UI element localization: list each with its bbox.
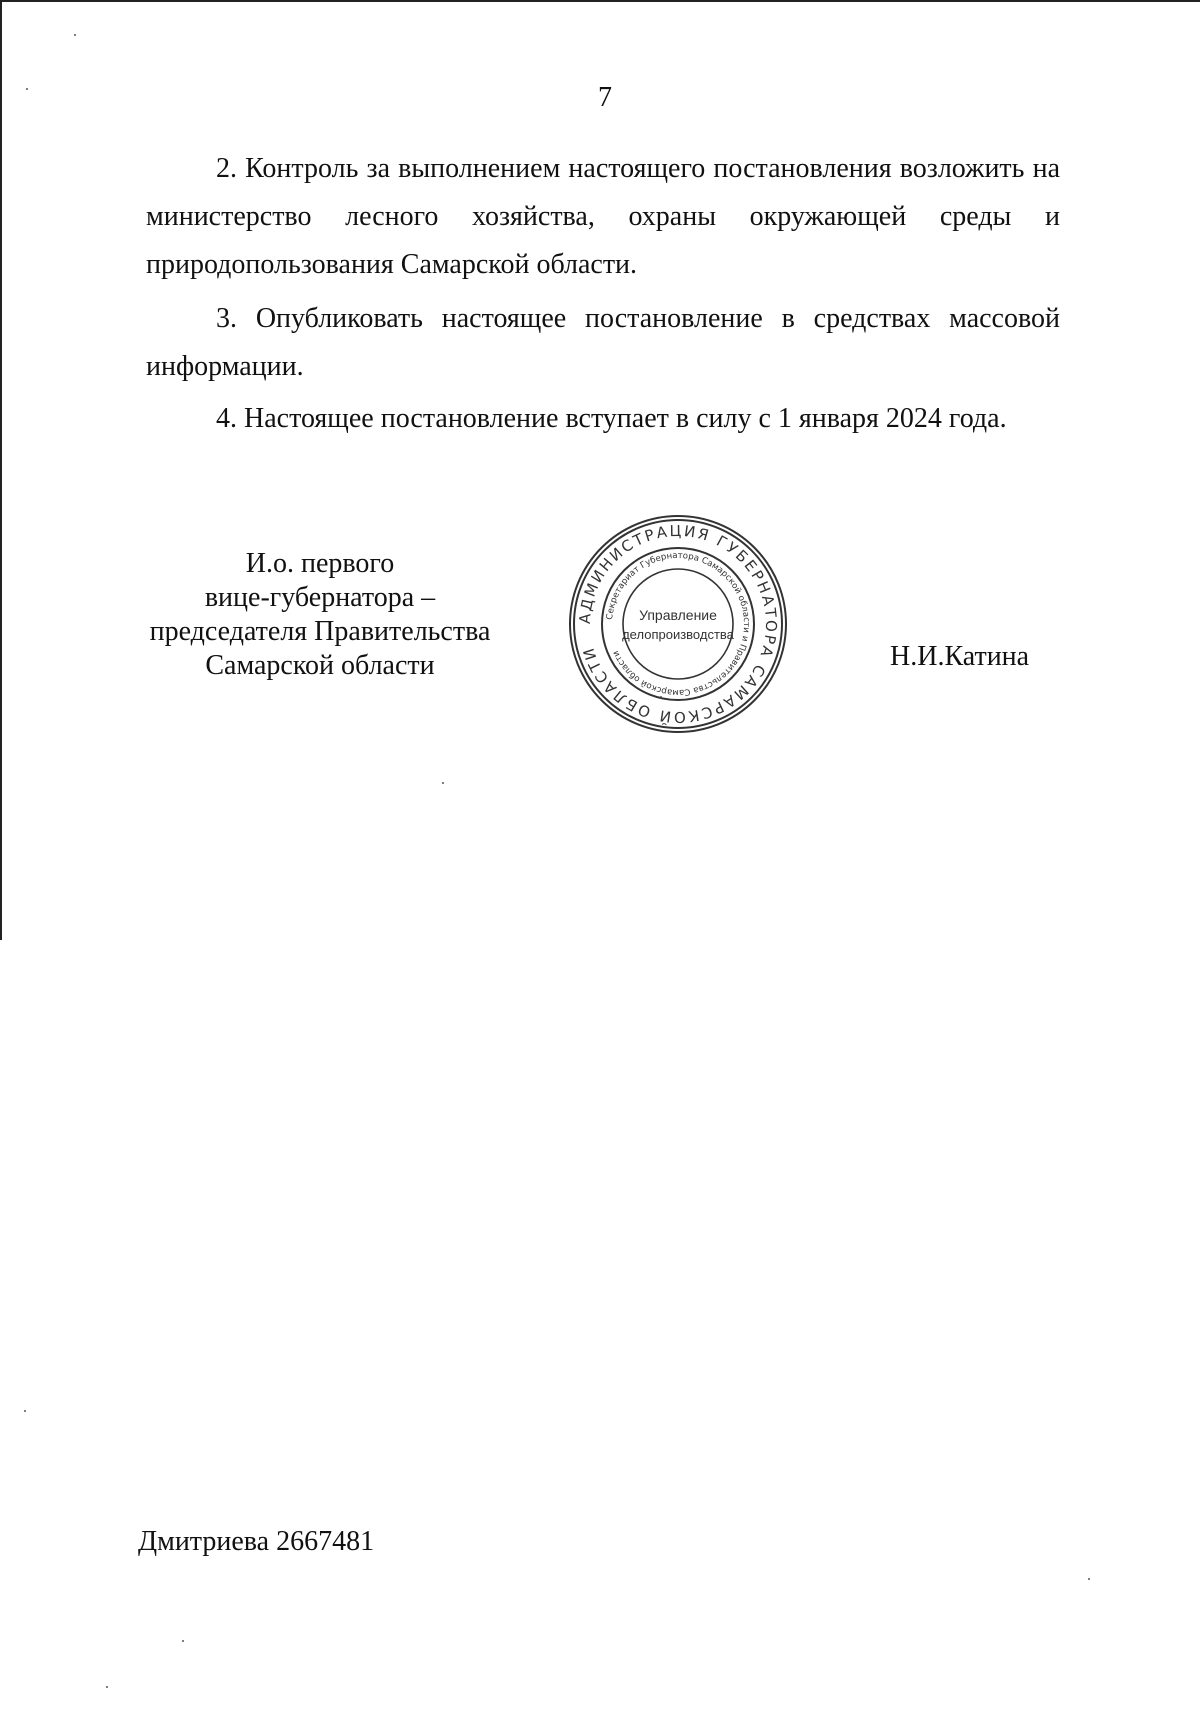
executor-contact: Дмитриева 2667481 <box>138 1526 375 1557</box>
scan-speck <box>442 782 444 784</box>
seal-outer-textpath: АДМИНИСТРАЦИЯ ГУБЕРНАТОРА САМАРСКОЙ ОБЛАСТИ <box>575 521 781 727</box>
seal-inner-text <box>605 551 751 697</box>
seal-inner-textpath: Секретариат Губернатора Самарской области и Правительства Самарской области <box>605 550 752 698</box>
signer-title-line: Самарской области <box>205 650 435 681</box>
signer-title-line: И.о. первого <box>245 548 395 579</box>
scan-speck <box>106 1686 108 1688</box>
scan-speck <box>24 1410 26 1412</box>
paragraph-4 <box>146 395 1060 443</box>
scan-edge-left <box>0 0 2 940</box>
scan-speck <box>182 1640 184 1642</box>
page-number: 7 <box>598 82 612 113</box>
scan-speck <box>660 696 662 698</box>
paragraph-3 <box>146 295 1060 391</box>
signer-title-line: вице-губернатора – <box>204 582 436 613</box>
official-seal-stamp <box>566 512 790 736</box>
signer-title <box>140 547 500 683</box>
scan-edge-top <box>0 0 1200 2</box>
seal-center-line-2: делопроизводства <box>622 627 734 642</box>
scan-speck <box>26 88 28 90</box>
paragraph-2-text: 2. Контроль за выполнением настоящего постановления возложить на министерство лесного хозяйства, охраны окружающей среды и природопользования Самарской области. <box>146 153 1060 280</box>
paragraph-4-text: 4. Настоящее постановление вступает в силу с 1 января 2024 года. <box>216 403 1007 434</box>
scan-speck <box>74 34 76 36</box>
seal-center-line-1: Управление <box>639 607 717 623</box>
scan-speck <box>1088 1578 1090 1580</box>
signer-name: Н.И.Катина <box>890 641 1030 672</box>
paragraph-3-text: 3. Опубликовать настоящее постановление в средствах массовой информации. <box>146 303 1060 382</box>
paragraph-2 <box>146 145 1060 289</box>
signer-title-line: председателя Правительства <box>149 616 491 647</box>
